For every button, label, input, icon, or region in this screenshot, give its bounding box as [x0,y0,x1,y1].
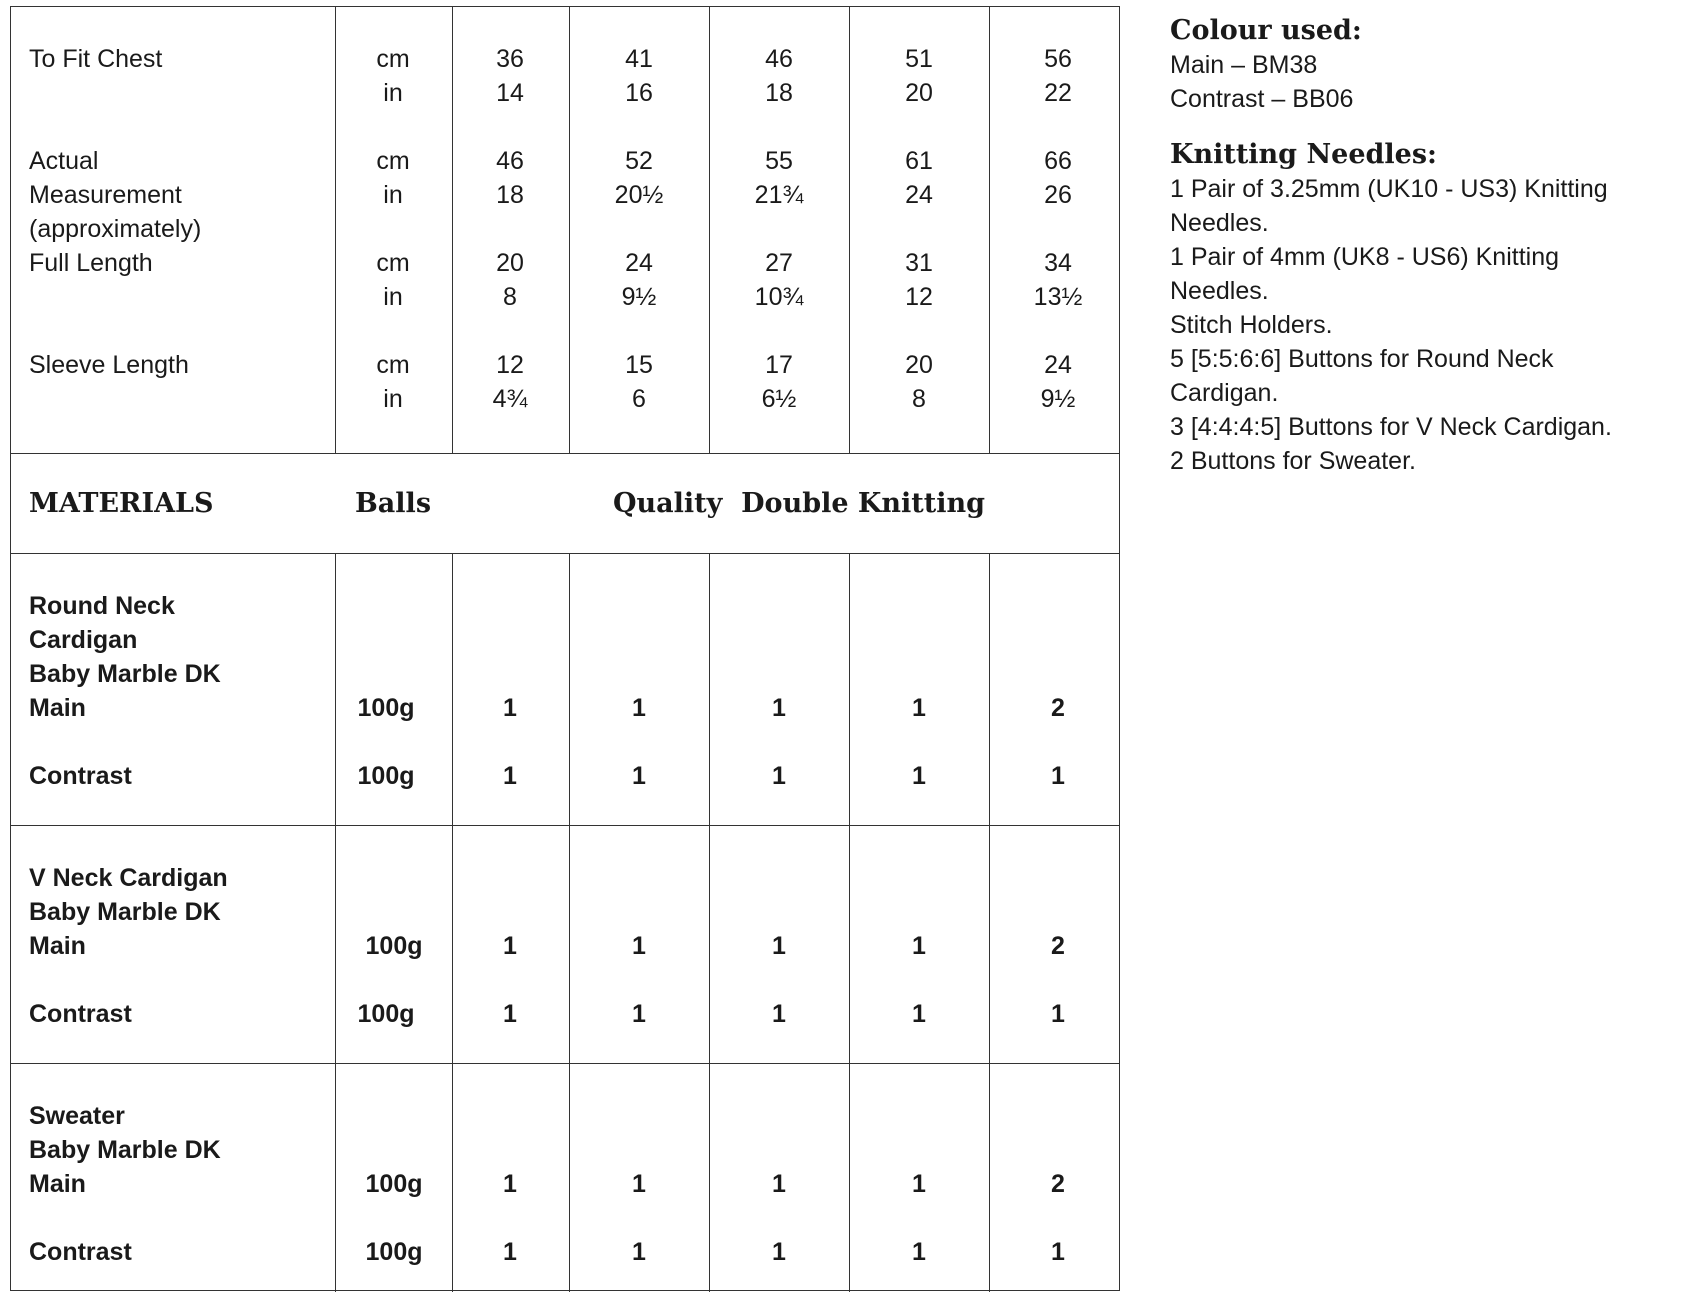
size-value: 55 [765,147,793,175]
divider [11,553,1119,554]
ball-weight: 100g [357,694,415,722]
ball-count: 1 [772,1238,786,1266]
size-value: 9½ [1040,385,1076,413]
ball-count: 1 [1051,1238,1065,1266]
size-value: 4¾ [492,385,528,413]
ball-count: 1 [912,1170,926,1198]
size-value: 46 [496,147,524,175]
divider [709,7,710,453]
size-value: 20½ [614,181,664,209]
sizing-table [10,6,1120,1291]
divider [569,553,570,1292]
divider [989,553,990,1292]
garment-label: Main [29,932,86,960]
divider [569,7,570,453]
size-value: 21¾ [754,181,804,209]
size-value: 22 [1044,79,1072,107]
colour-used-heading: Colour used: [1170,15,1362,46]
size-value: 18 [496,181,524,209]
ball-count: 1 [632,694,646,722]
unit-label: cm [376,351,410,379]
quality-heading: Quality Double Knitting [613,488,985,519]
garment-label: Sweater [29,1102,125,1130]
size-value: 18 [765,79,793,107]
ball-count: 1 [632,1000,646,1028]
size-value: 20 [496,249,524,277]
needles-line: 2 Buttons for Sweater. [1170,447,1416,475]
row-label: Full Length [29,249,153,277]
size-value: 66 [1044,147,1072,175]
garment-label: Round Neck [29,592,175,620]
row-label: (approximately) [29,215,202,243]
divider [452,7,453,453]
balls-heading: Balls [354,488,432,519]
size-value: 24 [625,249,653,277]
needles-line: 3 [4:4:4:5] Buttons for V Neck Cardigan. [1170,413,1612,441]
contrast-label: Contrast [29,1238,132,1266]
size-value: 24 [905,181,933,209]
garment-label: Baby Marble DK [29,1136,221,1164]
ball-count: 2 [1051,932,1065,960]
row-label: Measurement [29,181,182,209]
ball-weight: 100g [357,762,415,790]
ball-count: 1 [912,1238,926,1266]
ball-count: 1 [1051,1000,1065,1028]
ball-count: 1 [772,932,786,960]
ball-count: 1 [503,694,517,722]
divider [335,553,336,1292]
needles-line: 1 Pair of 4mm (UK8 - US6) Knitting [1170,243,1560,271]
size-value: 12 [496,351,524,379]
ball-count: 1 [503,1238,517,1266]
size-value: 31 [905,249,933,277]
size-value: 36 [496,45,524,73]
size-value: 56 [1044,45,1072,73]
ball-count: 1 [632,932,646,960]
size-value: 20 [905,351,933,379]
size-value: 46 [765,45,793,73]
size-value: 34 [1044,249,1072,277]
divider [849,553,850,1292]
needles-line: Stitch Holders. [1170,311,1333,339]
garment-label: Cardigan [29,626,138,654]
garment-label: V Neck Cardigan [29,864,228,892]
needles-line: 5 [5:5:6:6] Buttons for Round Neck [1170,345,1554,373]
ball-count: 1 [503,1000,517,1028]
size-value: 10¾ [754,283,804,311]
needles-line: Cardigan. [1170,379,1279,407]
ball-count: 1 [912,932,926,960]
size-value: 9½ [621,283,657,311]
ball-count: 1 [912,762,926,790]
size-value: 13½ [1033,283,1083,311]
size-value: 12 [905,283,933,311]
divider [11,825,1119,826]
size-value: 41 [625,45,653,73]
ball-count: 1 [912,694,926,722]
knitting-needles-heading: Knitting Needles: [1170,139,1437,170]
ball-count: 1 [772,1000,786,1028]
size-value: 15 [625,351,653,379]
ball-weight: 100g [357,1000,415,1028]
ball-count: 1 [772,694,786,722]
divider [11,453,1119,454]
size-value: 8 [503,283,517,311]
unit-label: cm [376,147,410,175]
divider [452,553,453,1292]
unit-label: in [383,385,403,413]
needles-line: 1 Pair of 3.25mm (UK10 - US3) Knitting [1170,175,1608,203]
ball-count: 1 [1051,762,1065,790]
size-value: 24 [1044,351,1072,379]
size-value: 27 [765,249,793,277]
divider [849,7,850,453]
size-value: 61 [905,147,933,175]
divider [11,1063,1119,1064]
size-value: 51 [905,45,933,73]
size-value: 20 [905,79,933,107]
size-value: 14 [496,79,524,107]
ball-count: 2 [1051,1170,1065,1198]
ball-count: 1 [772,1170,786,1198]
colour-used-section [1170,14,1690,116]
contrast-label: Contrast [29,762,132,790]
row-label: Sleeve Length [29,351,189,379]
ball-count: 1 [503,932,517,960]
ball-weight: 100g [365,932,423,960]
size-value: 6 [632,385,646,413]
ball-count: 1 [503,1170,517,1198]
garment-label: Main [29,694,86,722]
divider [335,7,336,453]
size-value: 8 [912,385,926,413]
divider [709,553,710,1292]
unit-label: in [383,181,403,209]
size-value: 52 [625,147,653,175]
ball-count: 1 [912,1000,926,1028]
size-value: 26 [1044,181,1072,209]
needles-line: Needles. [1170,277,1269,305]
size-value: 17 [765,351,793,379]
row-label: To Fit Chest [29,45,163,73]
ball-count: 1 [632,1170,646,1198]
needles-line: Needles. [1170,209,1269,237]
ball-count: 1 [632,1238,646,1266]
size-value: 6½ [761,385,797,413]
unit-label: cm [376,45,410,73]
unit-label: in [383,79,403,107]
ball-weight: 100g [365,1170,423,1198]
row-label: Actual [29,147,99,175]
contrast-label: Contrast [29,1000,132,1028]
ball-count: 1 [772,762,786,790]
ball-count: 1 [632,762,646,790]
garment-label: Baby Marble DK [29,898,221,926]
colour-line: Main – BM38 [1170,51,1318,79]
ball-count: 2 [1051,694,1065,722]
garment-label: Baby Marble DK [29,660,221,688]
size-value: 16 [625,79,653,107]
materials-heading: MATERIALS [29,488,214,519]
knitting-needles-section [1170,138,1690,478]
colour-line: Contrast – BB06 [1170,85,1354,113]
ball-count: 1 [503,762,517,790]
unit-label: in [383,283,403,311]
divider [989,7,990,453]
ball-weight: 100g [365,1238,423,1266]
unit-label: cm [376,249,410,277]
garment-label: Main [29,1170,86,1198]
